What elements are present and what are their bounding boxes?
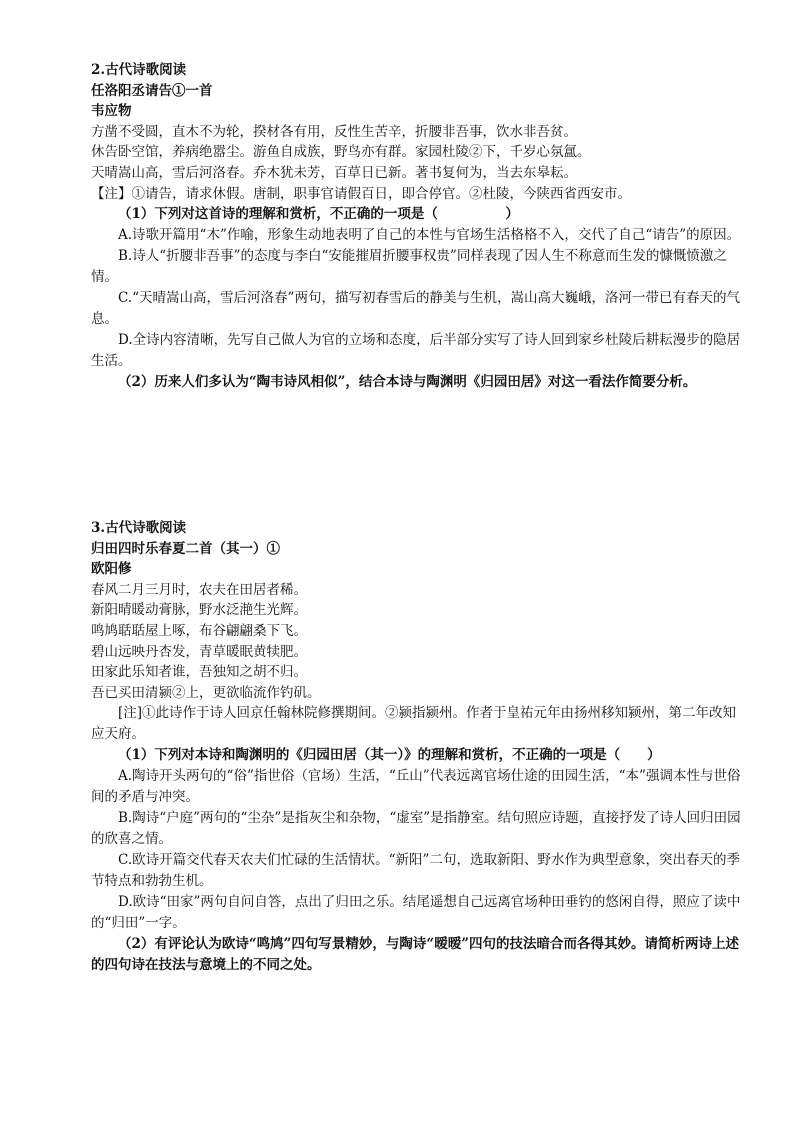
poem-line: 田家此乐知者谁，吾独知之胡不归。 bbox=[91, 664, 307, 681]
option-c: C.欧诗开篇交代春天农夫们忙碌的生活情状。“新阳”二句，选取新阳、野水作为典型意象，突出春天的季节特点和勃勃生机。 bbox=[91, 852, 740, 890]
poem-note: [注]①此诗作于诗人回京任翰林院修撰期间。②颍指颍州。作者于皇祐元年由扬州移知颍州，第二年改知应天府。 bbox=[91, 705, 737, 743]
poem-author: 韦应物 bbox=[91, 103, 132, 120]
poem-line: 春风二月三月时，农夫在田居者稀。 bbox=[91, 581, 307, 598]
poem-line: 天晴嵩山高，雪后河洛春。乔木犹未芳，百草日已新。著书复何为，当去东皋耘。 bbox=[91, 164, 577, 181]
poem-title: 归田四时乐春夏二首（其一）① bbox=[91, 540, 280, 557]
section-3 bbox=[91, 518, 741, 976]
section-heading: 3.古代诗歌阅读 bbox=[91, 520, 187, 536]
poem-line: 鸣鸠聒聒屋上啄，布谷翩翩桑下飞。 bbox=[91, 622, 307, 639]
poem-line: 碧山远映丹杏发，青草暖眠黄犊肥。 bbox=[91, 643, 307, 660]
question-1: （1）下列对这首诗的理解和赏析，不正确的一项是（ ） bbox=[118, 206, 519, 223]
option-d: D.全诗内容清晰，先写自己做人为官的立场和态度，后半部分实写了诗人回到家乡杜陵后耕耘漫步的隐居生活。 bbox=[91, 331, 741, 369]
option-d: D.欧诗“田家”两句自问自答，点出了归田之乐。结尾遥想自己远离官场种田垂钓的悠闲自得，照应了读中的“归田”一字。 bbox=[91, 894, 741, 932]
poem-line: 吾已买田清颍②上，更欲临流作钓矶。 bbox=[91, 684, 321, 701]
option-b: B.陶诗“户庭”两句的“尘杂”是指灰尘和杂物，“虚室”是指静室。结句照应诗题，直接抒发了诗人回归田园的欣喜之情。 bbox=[91, 810, 741, 848]
poem-title: 任洛阳丞请告①一首 bbox=[91, 82, 213, 99]
section-2 bbox=[91, 60, 741, 393]
poem-note: 【注】①请告，请求休假。唐制，职事官请假百日，即合停官。②杜陵，今陕西省西安市。 bbox=[91, 185, 631, 202]
option-a: A.诗歌开篇用“木”作喻，形象生动地表明了自己的本性与官场生活格格不入，交代了自己“请告”的原因。 bbox=[118, 226, 741, 243]
question-1: （1）下列对本诗和陶渊明的《归园田居（其一）》的理解和赏析，不正确的一项是（ ） bbox=[118, 747, 661, 764]
poem-line: 新阳晴暖动膏脉，野水泛滟生光辉。 bbox=[91, 602, 307, 619]
question-2: （2）历来人们多认为“陶韦诗风相似”，结合本诗与陶渊明《归园田居》对这一看法作简要分析。 bbox=[118, 373, 697, 390]
poem-author: 欧阳修 bbox=[91, 561, 132, 578]
option-c: C.“天晴嵩山高，雪后河洛春”两句，描写初春雪后的静美与生机，嵩山高大巍峨，洛河一带已有春天的气息。 bbox=[91, 289, 740, 327]
question-2: （2）有评论认为欧诗“鸣鸠”四句写景精妙，与陶诗“暧暧”四句的技法暗合而各得其妙。请简析两诗上述的四句诗在技法与意境上的不同之处。 bbox=[91, 936, 739, 974]
option-a: A.陶诗开头两句的“俗”指世俗（官场）生活，“丘山”代表远离官场仕途的田园生活，“本”强调本性与世俗间的矛盾与冲突。 bbox=[91, 768, 741, 806]
poem-line: 方凿不受圆，直木不为轮，揆材各有用，反性生苦辛，折腰非吾事，饮水非吾贫。 bbox=[91, 123, 577, 140]
option-b: B.诗人“折腰非吾事”的态度与李白“安能摧眉折腰事权贵”同样表现了因人生不称意而生发的慷慨愤激之情。 bbox=[91, 247, 727, 285]
poem-line: 休告卧空馆，养病绝嚣尘。游鱼自成族，野鸟亦有群。家园杜陵②下，千岁心氛氲。 bbox=[91, 144, 591, 161]
section-heading: 2.古代诗歌阅读 bbox=[91, 62, 187, 78]
